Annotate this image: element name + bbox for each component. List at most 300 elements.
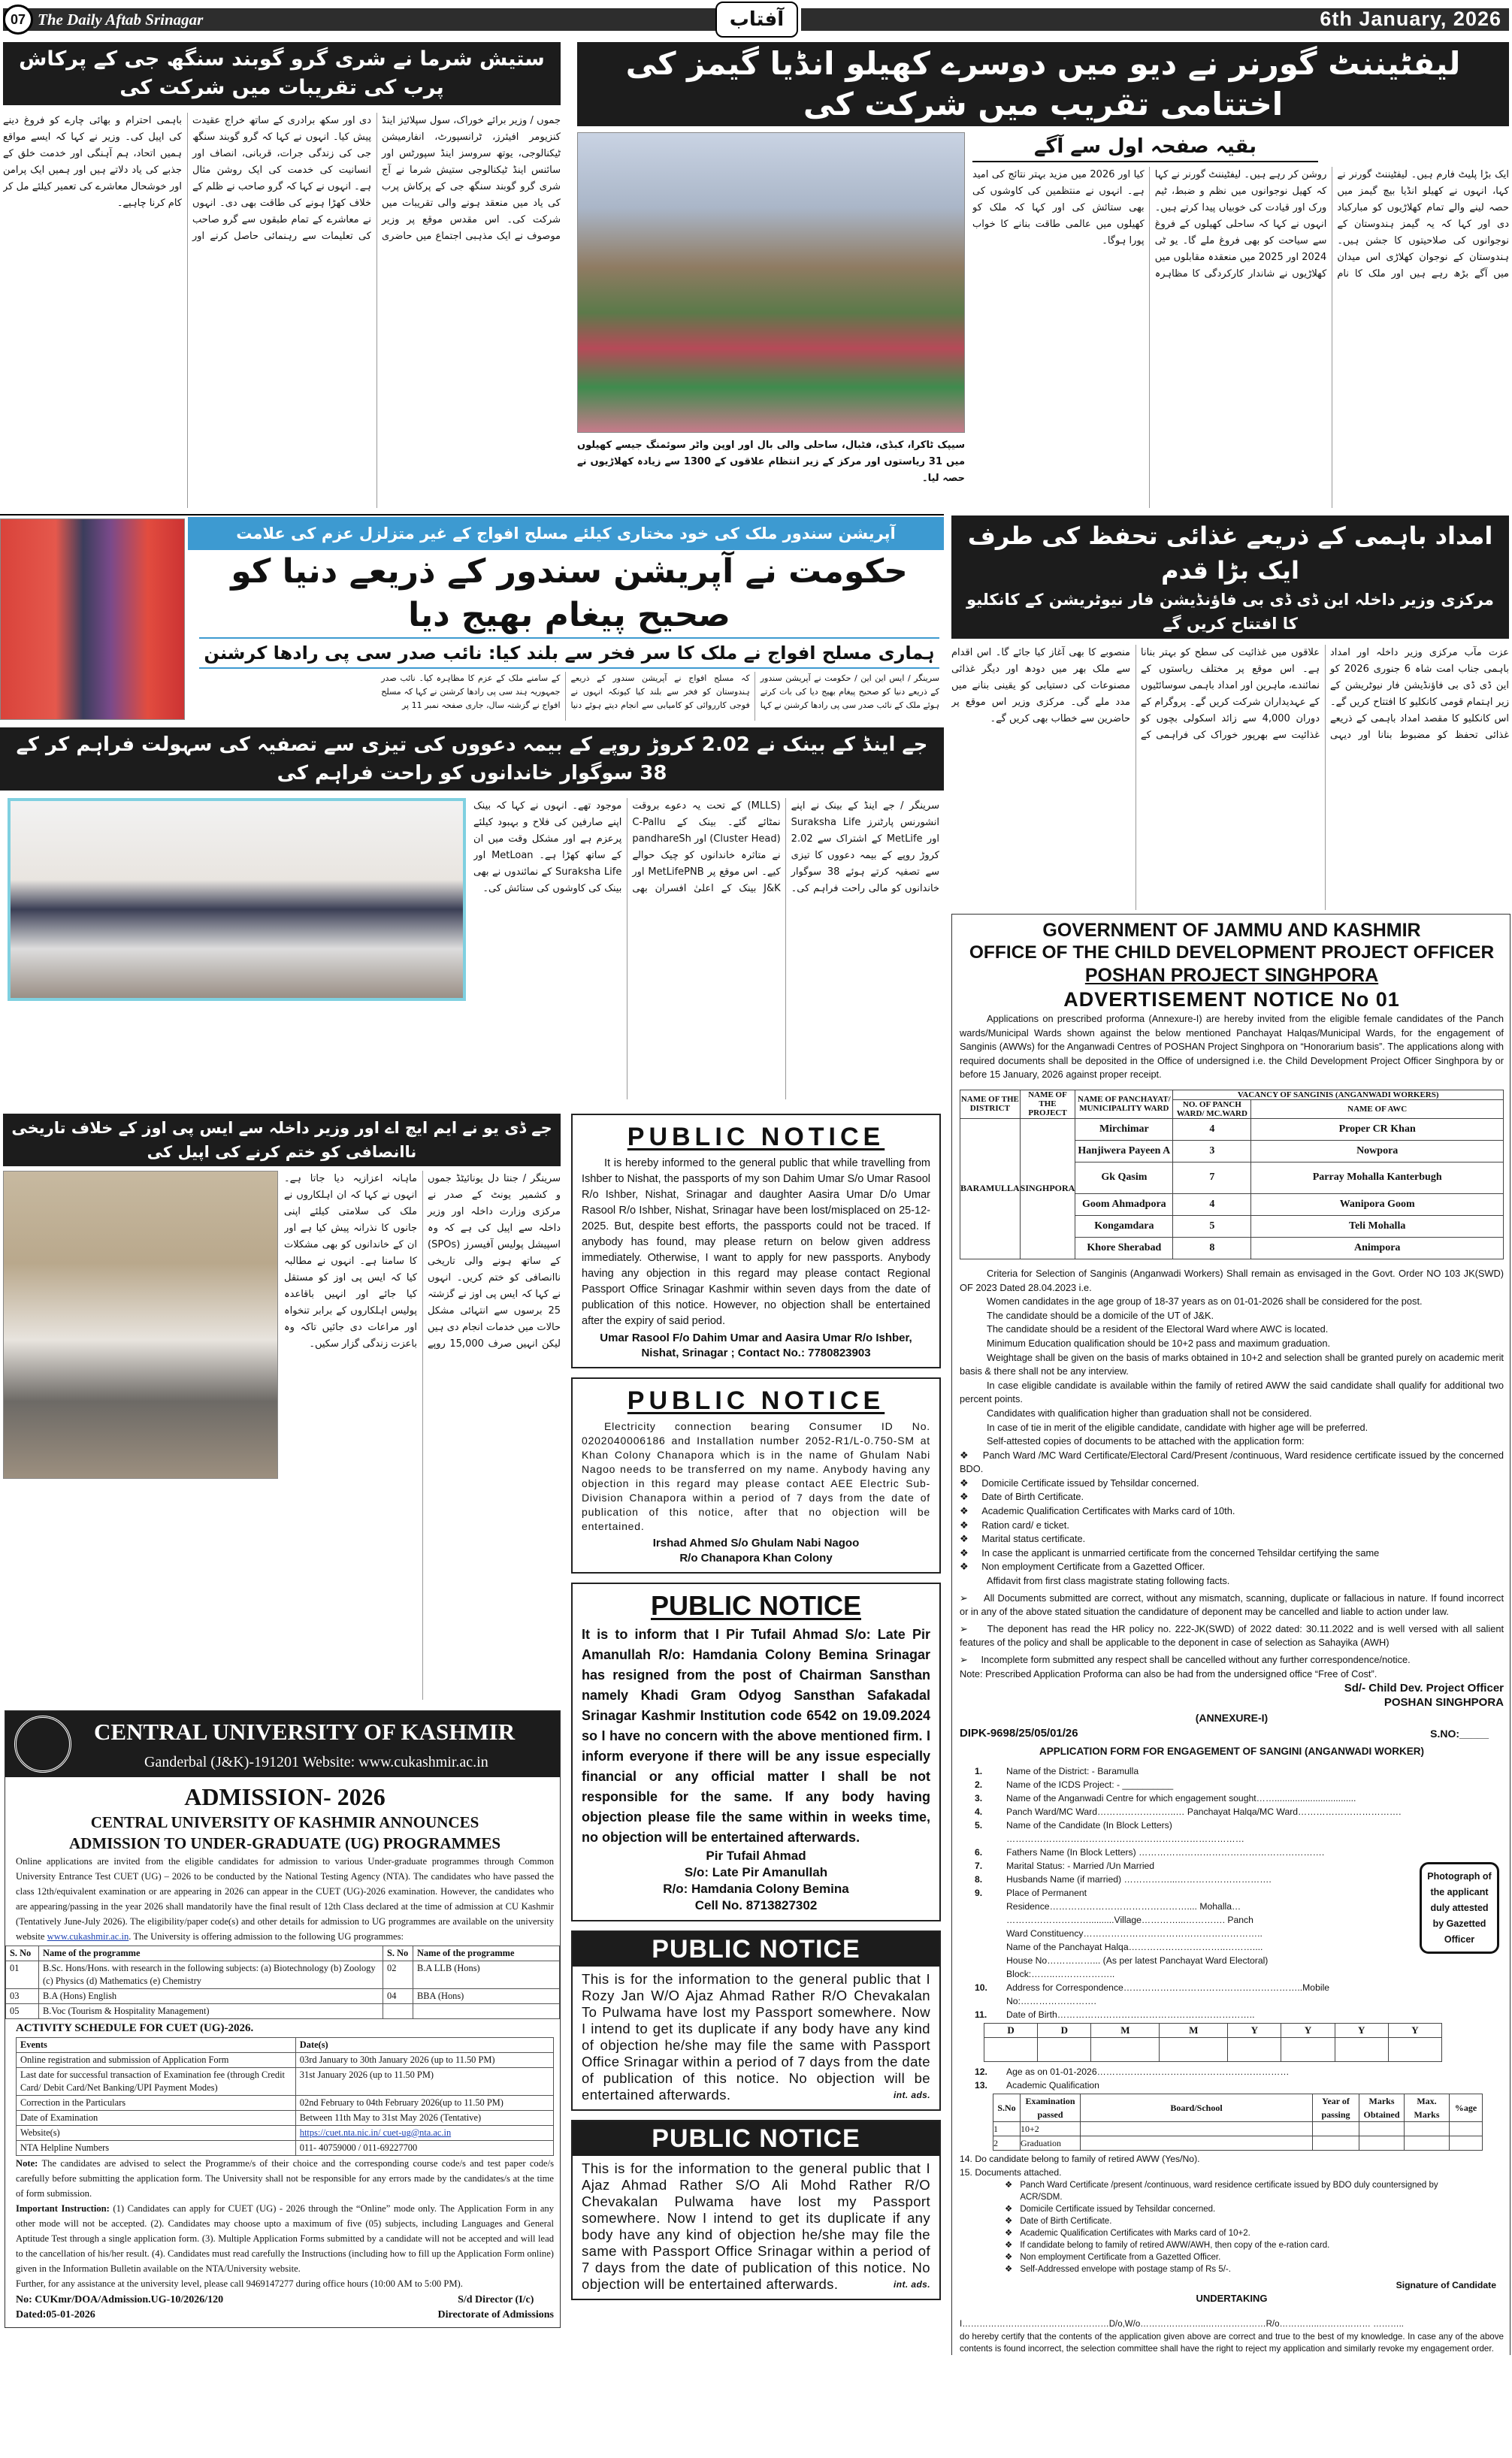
- document-item: [960, 1519, 1504, 1533]
- cell: 10+2: [1021, 2122, 1081, 2136]
- cell-input[interactable]: [1081, 2122, 1313, 2136]
- dated: Dated:05-01-2026: [16, 2309, 95, 2320]
- attached-text: Domicile Certificate issued by Tehsildar concerned.: [1020, 2205, 1216, 2215]
- vice-president-photo: [0, 519, 185, 720]
- cell: Between 11th May to 31st May 2026 (Tentative): [295, 2111, 553, 2126]
- reference-number: No: CUKmr/DOA/Admission.UG-10/2026/120: [16, 2294, 224, 2305]
- form-item: [975, 1764, 1406, 1778]
- item-text: Address for Correspondence…………………………………………………..Mobile No:…………………….: [1006, 1982, 1330, 2007]
- application-form: [960, 1764, 1504, 2355]
- form-item: [975, 2079, 1504, 2092]
- form-item: [975, 1805, 1406, 1819]
- cell: [383, 2004, 413, 2019]
- cell-input[interactable]: [1450, 2122, 1483, 2136]
- page-number: 07: [3, 5, 33, 35]
- cell: 7: [1173, 1162, 1251, 1193]
- item-number: 5.: [975, 1820, 983, 1831]
- table-row: [993, 2136, 1483, 2151]
- notice-title: PUBLIC NOTICE: [573, 2121, 939, 2156]
- cell: 03: [6, 1989, 39, 2004]
- document-text: Non employment Certificate from a Gazetted Officer.: [981, 1561, 1205, 1573]
- qualification-table: [993, 2094, 1483, 2151]
- item-text: Name of the Anganwadi Centre for which engagement sought……................................: [1006, 1793, 1356, 1804]
- diamond-bullet-icon: ❖: [1005, 2205, 1013, 2215]
- dob-input[interactable]: [984, 2038, 1038, 2062]
- cell-input[interactable]: [1450, 2136, 1483, 2151]
- col-header: NAME OF PANCHAYAT/ MUNICIPALITY WARD: [1075, 1090, 1173, 1118]
- cuk-admission-ad: [5, 1710, 561, 2328]
- col-header: Date(s): [295, 2038, 553, 2053]
- cell: Date of Examination: [17, 2111, 296, 2126]
- criteria-item: Self-attested copies of documents to be attached with the application form:: [987, 1435, 1305, 1447]
- dob-input[interactable]: [1335, 2038, 1388, 2062]
- diamond-bullet-icon: ❖: [960, 1491, 982, 1503]
- cell-input[interactable]: [1405, 2136, 1450, 2151]
- diamond-bullet-icon: ❖: [1005, 2253, 1013, 2263]
- item-number: 3.: [975, 1793, 983, 1804]
- notice-title: PUBLIC NOTICE: [627, 1123, 885, 1151]
- diamond-bullet-icon: ❖: [960, 1519, 982, 1531]
- facts-list: [960, 1592, 1504, 1682]
- article-content: [3, 1166, 561, 1700]
- document-item: [960, 1546, 1504, 1561]
- item-text: Age as on 01-01-2026………………………………………………………: [1006, 2066, 1290, 2078]
- subheadline: ہماری مسلح افواج نے ملک کا سر فخر سے بلند کیا: نائب صدر سی پی رادھا کرشنن: [199, 639, 939, 669]
- criteria-item: Weightage shall be given on the basis of marks obtained in 10+2 and selection shall be granted purely on academic merit basis & there shall not be any interview.: [960, 1351, 1504, 1377]
- project-cell: SINGHPORA: [1020, 1118, 1075, 1259]
- photo-placeholder: Photograph of the applicant duly attested by Gazetted Officer: [1420, 1862, 1499, 1954]
- attached-text: Date of Birth Certificate.: [1020, 2217, 1112, 2227]
- cell: 02nd February to 04th February 2026(up to 11.50 PM): [295, 2096, 553, 2111]
- ad-credit: int. ads.: [894, 2090, 930, 2100]
- issue-date: 6th January, 2026: [1320, 8, 1501, 30]
- table-row: [17, 2053, 554, 2068]
- notice-body: Electricity connection bearing Consumer ID No. 0202040006186 and Installation number 2052-R1/L-0.750-SM at Khan Colony Chanapora which is in the name of Ghulam Nabi Nagoo needs to be transferred on my name. Anybody having any objection in this regard may please contact AEE Electric Sub-Division Chanapora within a period of 7 days from the date of publication of this notice, after that no objection will be entertained.: [582, 1420, 930, 1532]
- cell: Animpora: [1251, 1237, 1504, 1259]
- notice-signature: Cell No. 8713827302: [694, 1898, 818, 1912]
- public-notice-rozy-jan: [571, 1930, 941, 2111]
- col-header: Marks Obtained: [1359, 2094, 1405, 2122]
- cell: Goom Ahmadpora: [1075, 1193, 1173, 1215]
- undertaking-line: I……………………………………………D/o,W/o…………………..…………………R/o…………..……………… ………..: [960, 2320, 1404, 2330]
- dob-cell: M: [1160, 2024, 1228, 2038]
- undertaking-text: do hereby certify that the contents of the application given above are correct and true to the best of my knowledge. In case any of the above contents is found incorrect, the selection committee shall have the right to reject my application and similarly revoke my engagement order.: [960, 2332, 1504, 2354]
- cell: 04: [383, 1989, 413, 2004]
- notice-signature: S/o: Late Pir Amanullah: [684, 1865, 828, 1879]
- form-item: [975, 1886, 1406, 1981]
- criteria-item: Criteria for Selection of Sanginis (Anganwadi Workers) Shall remain as envisaged in the Govt. Order NO 103 JK(SWD) OF 2023 Dated 28.04.2023 i.e.: [960, 1267, 1504, 1293]
- university-website-link[interactable]: www.cukashmir.ac.in: [47, 1931, 129, 1942]
- form-item: [975, 1846, 1406, 1859]
- col-header: Name of the programme: [413, 1946, 560, 1961]
- dob-header-row: [984, 2024, 1442, 2038]
- signatory-office: POSHAN SINGHPORA: [1383, 1696, 1504, 1710]
- cell: Gk Qasim: [1075, 1162, 1173, 1193]
- diamond-bullet-icon: ❖: [1005, 2229, 1013, 2239]
- table-row: [6, 1989, 560, 2004]
- article-text-area: [972, 132, 1509, 508]
- attached-item: [1005, 2263, 1451, 2275]
- col-header: NAME OF THE PROJECT: [1020, 1090, 1075, 1118]
- notice-body: [582, 2160, 930, 2293]
- fact-item: [960, 1653, 1504, 1667]
- item-number: 8.: [975, 1874, 983, 1885]
- notice-signature: Irshad Ahmed S/o Ghulam Nabi Nagoo: [652, 1537, 860, 1549]
- documents-list: [960, 1449, 1504, 1589]
- dob-input-row: [984, 2038, 1442, 2062]
- article-lg-khelo-india: [577, 42, 1509, 508]
- article-body: سرینگر / جنتا دل یونائیٹڈ جموں و کشمیر یونٹ کے صدر نے مرکزی وزارت داخلہ اور وزیر داخلہ سے اپیل کی ہے کہ وہ اسپیشل پولیس آفیسرز (SPOs) کے ساتھ ہونے والی تاریخی ناانصافی کو ختم کریں۔ انہوں نے کہا کہ ایس پی اوز نے گزشتہ 25 برسوں سے انتہائی مشکل حالات میں خدمات انجام دی ہیں لیکن انہیں صرف 15,000 روپے ماہانہ اعزازیہ دیا جاتا ہے۔ انہوں نے کہا کہ ان اہلکاروں نے ملک کی سلامتی کیلئے اپنی جانوں کا نذرانہ پیش کیا ہے اور ان کے خاندانوں کو بھی مشکلات کا سامنا ہے۔ انہوں نے مطالبہ کیا کہ ایس پی اوز کو مستقل کیا جائے اور انہیں باقاعدہ پولیس اہلکاروں کے برابر تنخواہ اور مراعات دی جائیں تاکہ وہ باعزت زندگی گزار سکیں۔: [284, 1173, 561, 1350]
- subheadline: مرکزی وزیر داخلہ این ڈی ڈی بی فاؤنڈیشن فار نیوٹریشن کے کانکلیو کا افتتاح کریں گے: [966, 591, 1494, 633]
- col-header: S. No: [6, 1946, 39, 1961]
- article-body: جموں / وزیر برائے خوراک، سول سپلائیز اینڈ کنزیومر افیئرز، ٹرانسپورٹ، انفارمیشن ٹیکنالوجی، یوتھ سروسز اینڈ سپورٹس اور سائنس اینڈ ٹیکنالوجی ستیش شرما نے آج شری گرو گوبند سنگھ جی کے پرکاش پرب کی یاد میں منعقد ہونے والی تقریبات میں شرکت کی۔ اس مقدس موقع پر وزیر موصوف نے ایک مذہبی اجتماع میں حاضری دی اور سکھ برادری کے ساتھ خراج عقیدت پیش کیا۔ انہوں نے کہا کہ گرو گوبند سنگھ جی کی زندگی جرات، قربانی، انصاف اور انسانیت کی خدمت کی ایک روشن مثال ہے۔ انہوں نے کہا کہ گرو صاحب نے ظلم کے خلاف کھڑا ہونے کی طاقت بھی دی۔ انہوں نے معاشرے کے تمام طبقوں سے گرو صاحب کی تعلیمات سے رہنمائی حاصل کرنے اور باہمی احترام و بھائی چارے کو فروغ دینے کی اپیل کی۔ وزیر نے کہا کہ ایسے مواقع ہمیں اتحاد، ہم آہنگی اور خدمت خلق کے جذبے کی یاد دلاتے ہیں اور ہمیں ایک پرامن اور خوشحال معاشرے کی تعمیر کیلئے مل کر کام کرنا چاہیے۔: [3, 115, 561, 242]
- affidavit-line: Affidavit from first class magistrate stating following facts.: [987, 1575, 1230, 1587]
- cell-input[interactable]: [1359, 2122, 1405, 2136]
- fact-text: All Documents submitted are correct, without any mismatch, scanning, duplicate or fallacious in nature. If found incorrect or in any of the above stated situation the candidature of deponent may be cancelled and liable to action under law.: [960, 1592, 1504, 1618]
- dob-cell: M: [1091, 2024, 1160, 2038]
- criteria-item: The candidate should be a domicile of the UT of J&K.: [987, 1309, 1214, 1321]
- instructions: [16, 2201, 554, 2276]
- cell: 2: [993, 2136, 1021, 2151]
- assistance: Further, for any assistance at the university level, please call 9469147277 during office hours (10:00 AM to 5:00 PM).: [16, 2278, 463, 2289]
- notice-title: PUBLIC NOTICE: [627, 1386, 885, 1415]
- item-text: Place of Permanent Residence……………………………………….... Mohalla… ………………………..........Village…………...…………. Panch Ward Constituency………………………………………………….. Name of the Panchayat Halqa…………………………..……….... House No……………... (As per latest Panchayat Ward Electoral) Block:……..………………..: [1006, 1888, 1269, 1980]
- dob-cell: Y: [1281, 2024, 1335, 2038]
- notice-signature: R/o: Hamdania Colony Bemina: [663, 1882, 849, 1896]
- office-heading: OFFICE OF THE CHILD DEVELOPMENT PROJECT OFFICER: [969, 942, 1495, 963]
- form-item: [975, 1819, 1406, 1846]
- notice-text: This is for the information to the general public that I Rozy Jan W/O Ajaz Ahmad Rather R/O Chevakalan To Pulwama have lost my Passport somewhere. Now I intend to get its duplicate if any body have any kind of objection he/she may file the same with Passport Office Srinagar within a period of 7 days from the date of publication of this notice. No objection will be entertained afterwards.: [582, 1971, 930, 2103]
- jdu-meeting-photo: [3, 1171, 278, 1479]
- dob-input[interactable]: [1281, 2038, 1335, 2062]
- form-item: [975, 1791, 1406, 1805]
- dob-grid: [984, 2023, 1442, 2062]
- public-notice-electricity: [571, 1377, 941, 1574]
- cell-input[interactable]: [1081, 2136, 1313, 2151]
- dob-input[interactable]: [1038, 2038, 1091, 2062]
- headline: امداد باہمی کے ذریعے غذائی تحفظ کی طرف ایک بڑا قدم: [967, 522, 1493, 585]
- cuk-header: [5, 1711, 560, 1777]
- article-body: ایک بڑا پلیٹ فارم ہیں۔ لیفٹیننٹ گورنر نے کہا، انہوں نے کھیلو انڈیا بیچ گیمز میں حصہ لینے والے تمام کھلاڑیوں کو مبارکباد دی اور کہا کہ یہ گیمز ہندوستان کے نوجوانوں کی صلاحیتوں کا جشن ہیں۔ ہندوستان کے نوجوان کھلاڑی اس میدان میں آگے بڑھ رہے ہیں اور ملک کا نام روشن کر رہے ہیں۔ لیفٹیننٹ گورنر نے کہا کہ کھیل نوجوانوں میں نظم و ضبط، ٹیم ورک اور قیادت کی خوبیاں پیدا کرتے ہیں۔ انہوں نے کہا کہ ساحلی کھیلوں کے فروغ سے سیاحت کو بھی فروغ ملے گا۔ یو ٹی 2024 اور 2025 میں منعقدہ مقابلوں میں کھلاڑیوں نے شاندار کارکردگی کا مظاہرہ کیا اور 2026 میں مزید بہتر نتائج کی امید ہے۔ انہوں نے منتظمین کی کاوشوں کی بھی ستائش کی اور کہا کہ ملک کو کھیلوں میں عالمی طاقت بنانے کا خواب پورا ہوگا۔: [972, 169, 1509, 280]
- cell: 3: [1173, 1140, 1251, 1162]
- table-row: [17, 2096, 554, 2111]
- table-header-row: [17, 2038, 554, 2053]
- note-text: The candidates are advised to select the Programme/s of their choice and the corresponding course code/s and test paper code/s carefully before submitting the application form. The University shall not be responsible for any errors made by the candidates/s at the time of form submission.: [16, 2158, 554, 2199]
- diamond-bullet-icon: ❖: [960, 1505, 982, 1517]
- headline: حکومت نے آپریشن سندور کے ذریعے دنیا کو صحیح پیغام بھیج دیا: [199, 550, 939, 639]
- document-item: [960, 1490, 1504, 1504]
- article-body: سرینگر / جے اینڈ کے بینک نے اپنے انشورنس پارٹنرز Suraksha Life اور MetLife کے اشتراک سے 2.02 کروڑ روپے کے بیمہ دعووں کا تیزی سے تصفیہ کرتے ہوئے 38 سوگوار خاندانوں کو مالی راحت فراہم کی۔ (MLLS) کے تحت یہ دعوے بروقت نمٹائے گئے۔ بینک کے C-Pallu (Cluster Head) اور pandhareSh نے متاثرہ خاندانوں کو چیک حوالے کیے۔ اس موقع پر MetLifePNB اور J&K بینک کے اعلیٰ افسران بھی موجود تھے۔ انہوں نے کہا کہ بینک اپنے صارفین کی فلاح و بہبود کیلئے پرعزم ہے اور مشکل وقت میں ان کے ساتھ کھڑا ہے۔ MetLoan اور Suraksha Life کے نمائندوں نے بھی بینک کی کاوشوں کی ستائش کی۔: [473, 800, 939, 894]
- schedule-title: ACTIVITY SCHEDULE FOR CUET (UG)-2026.: [16, 2022, 254, 2034]
- col-header: Name of the programme: [39, 1946, 383, 1961]
- table-header-row: [960, 1090, 1504, 1099]
- dob-input[interactable]: [1388, 2038, 1441, 2062]
- document-text: Panch Ward /MC Ward Certificate/Electoral Card/Present /continuous, Ward residence certificate issued by the concerned BDO.: [960, 1449, 1504, 1475]
- criteria-item: Minimum Education qualification should be 10+2 pass and maximum graduation.: [987, 1337, 1331, 1349]
- cell: Parray Mohalla Kanterbugh: [1251, 1162, 1504, 1193]
- item-number: 1.: [975, 1766, 983, 1777]
- ad-subtitle: CENTRAL UNIVERSITY OF KASHMIR ANNOUNCES ADMISSION TO UNDER-GRADUATE (UG) PROGRAMMES: [68, 1813, 501, 1852]
- paper-logo: آفتاب: [715, 2, 798, 38]
- article-body: عزت مآب مرکزی وزیر داخلہ اور امداد باہمی جناب امت شاہ 6 جنوری 2026 کو این ڈی ڈی بی فاؤنڈیشن فار نیوٹریشن کے زیر اہتمام قومی کانکلیو کا افتتاح کریں گے۔ اس کانکلیو کا مقصد امداد باہمی کے ذریعے غذائی تحفظ کو مضبوط بنانا اور دیہی علاقوں میں غذائیت کی سطح کو بہتر بنانا ہے۔ اس موقع پر مختلف ریاستوں کے نمائندے، ماہرین اور امداد باہمی سوسائٹیوں کے عہدیداران شرکت کریں گے۔ پروگرام کے دوران 4,000 سے زائد اسکولی بچوں کو غذائیت سے بھرپور خوراک کی فراہمی کے منصوبے کا بھی آغاز کیا جائے گا۔ اس اقدام سے ملک بھر میں دودھ اور دیگر غذائی مصنوعات کی دستیابی کو یقینی بنانے میں مدد ملے گی۔ مرکزی وزیر اس موقع پر حاضرین سے خطاب بھی کریں گے۔: [951, 647, 1509, 741]
- notice-signature: Pir Tufail Ahmad: [706, 1849, 806, 1863]
- diamond-bullet-icon: ❖: [1005, 2241, 1013, 2251]
- headline: لیفٹیننٹ گورنر نے دیو میں دوسرے کھیلو انڈیا گیمز کی اختتامی تقریب میں شرکت کی: [577, 42, 1509, 126]
- cell-input[interactable]: [1313, 2136, 1359, 2151]
- item-text: Date of Birth………………………………………………………..: [1006, 2009, 1255, 2021]
- document-text: Ration card/ e ticket.: [981, 1519, 1069, 1531]
- jk-bank-cheque-photo: [8, 798, 466, 1001]
- table-row: [6, 2004, 560, 2019]
- attached-text: If candidate belong to family of retired AWW/AWH, then copy of the e-ration card.: [1020, 2241, 1330, 2251]
- kicker-banner: آپریشن سندور ملک کی خود مختاری کیلئے مسلح افواج کے غیر متزلزل عزم کی علامت: [188, 517, 944, 550]
- cell: Online registration and submission of Application Form: [17, 2053, 296, 2068]
- attached-item: [1005, 2251, 1451, 2263]
- dob-input[interactable]: [1228, 2038, 1281, 2062]
- notice-text: This is for the information to the general public that I Ajaz Ahmad Rather S/O Ali Mohd Rather R/O Chevakalan Pulwama have lost my Passport somewhere. Now I intend to get its duplicate if any body have any kind of objection he/she may file the same with Passport Office Srinagar within a period of 7 days from the date of publication of this notice. No objection will be entertained afterwards.: [582, 2160, 930, 2292]
- masthead: [0, 5, 1512, 35]
- cell: 1: [993, 2122, 1021, 2136]
- cell-input[interactable]: [1313, 2122, 1359, 2136]
- document-text: Date of Birth Certificate.: [981, 1491, 1084, 1503]
- cell: B.Voc (Tourism & Hospitality Management): [39, 2004, 383, 2019]
- attached-text: Academic Qualification Certificates with Marks card of 10+2.: [1020, 2229, 1250, 2239]
- dob-input[interactable]: [1091, 2038, 1160, 2062]
- article-body: سرینگر / ایس این این / حکومت نے آپریشن سندور کے ذریعے دنیا کو صحیح پیغام بھیج دیا کی بات کرتے ہوئے ملک کے نائب صدر سی پی رادھا کرشنن نے کہا کہ مسلح افواج نے آپریشن سندور کے ذریعے ہندوستان کو فخر سے بلند کیا کیونکہ انہوں نے فوجی کارروائی کو کامیابی سے انجام دیتے ہوئے دنیا کے سامنے ملک کے عزم کا مظاہرہ کیا۔ نائب صدر جمہوریہ ہند سی پی رادھا کرشنن نے کہا کہ مسلح افواج نے گزشتہ سال، جاری صفحہ نمبر 11 پر: [381, 673, 939, 710]
- article-text-area: [188, 517, 944, 721]
- form-title: APPLICATION FORM FOR ENGAGEMENT OF SANGINI (ANGANWADI WORKER): [1039, 1746, 1424, 1758]
- dob-cell: Y: [1335, 2024, 1388, 2038]
- diamond-bullet-icon: ❖: [1005, 2181, 1013, 2190]
- col-header: %age: [1450, 2094, 1483, 2122]
- cell: 5: [1173, 1215, 1251, 1237]
- attached-text: Non employment Certificate from a Gazetted Officer.: [1020, 2253, 1221, 2263]
- cell: Mirchimar: [1075, 1118, 1173, 1140]
- table-row: [6, 1961, 560, 1989]
- col-header: NAME OF THE DISTRICT: [960, 1090, 1021, 1118]
- document-item: [960, 1532, 1504, 1546]
- article-operation-sindoor: [0, 514, 944, 721]
- diamond-bullet-icon: ❖: [960, 1561, 982, 1573]
- col-header: NAME OF AWC: [1251, 1099, 1504, 1118]
- fact-item: [960, 1622, 1504, 1650]
- form-item: [975, 2008, 1406, 2021]
- public-notice-resignation: [571, 1583, 941, 1921]
- public-notices-column: [571, 1114, 941, 2300]
- document-item: [960, 1504, 1504, 1519]
- note: Note: Prescribed Application Proforma can also be had from the undersigned office “Free of Cost”.: [960, 1667, 1377, 1679]
- dob-cell: D: [984, 2024, 1038, 2038]
- table-header-row: [6, 1946, 560, 1961]
- project-heading: POSHAN PROJECT SINGHPORA: [1084, 965, 1379, 986]
- notice-number: ADVERTISEMENT NOTICE No 01: [1063, 988, 1400, 1011]
- cell: B.A LLB (Hons): [413, 1961, 560, 1989]
- programmes-table: [5, 1946, 560, 2019]
- item-text: Fathers Name (In Block Letters) …………………………………………………….: [1006, 1847, 1325, 1858]
- diamond-bullet-icon: ❖: [960, 1477, 982, 1489]
- col-header: Max. Marks: [1405, 2094, 1450, 2122]
- col-header: Events: [17, 2038, 296, 2053]
- table-row: [17, 2068, 554, 2096]
- signatory-office: Directorate of Admissions: [437, 2309, 554, 2320]
- paper-name: The Daily Aftab Srinagar: [38, 11, 204, 29]
- document-text: Marital status certificate.: [981, 1533, 1086, 1545]
- university-seal-icon: [14, 1716, 71, 1773]
- item-number: 11.: [975, 2009, 987, 2021]
- dob-cell: Y: [1388, 2024, 1441, 2038]
- table-header-row: [993, 2094, 1483, 2122]
- item-number: 10.: [975, 1982, 987, 1994]
- continued-label: بقیہ صفحہ اول سے آگے: [972, 132, 1318, 162]
- note-label: Note:: [16, 2158, 38, 2169]
- cell: Khore Sherabad: [1075, 1237, 1173, 1259]
- schedule-table: [16, 2037, 554, 2156]
- attached-text: Self-Addressed envelope with postage stamp of Rs 5/-.: [1020, 2265, 1231, 2275]
- cell-input[interactable]: [1359, 2136, 1405, 2151]
- diamond-bullet-icon: ❖: [1005, 2217, 1013, 2227]
- document-text: Domicile Certificate issued by Tehsildar concerned.: [981, 1477, 1199, 1489]
- item-text: Panch Ward/MC Ward……………………..… Panchayat Halqa/MC Ward…………………………….: [1006, 1806, 1402, 1818]
- article-jdu-spo: [3, 1114, 561, 1700]
- col-header: Board/School: [1081, 2094, 1313, 2122]
- intro-text-end: . The University is offering admission to the following UG programmes:: [129, 1931, 404, 1942]
- govt-heading: GOVERNMENT OF JAMMU AND KASHMIR: [1042, 920, 1421, 941]
- criteria-item: In case of tie in merit of the eligible candidate, candidate with higher age will be preferred.: [987, 1421, 1368, 1433]
- headline: ستیش شرما نے شری گرو گوبند سنگھ جی کے پرکاش پرب کی تقریبات میں شرکت کی: [3, 42, 561, 105]
- cell: BBA (Hons): [413, 1989, 560, 2004]
- khelo-india-photo: [577, 132, 965, 433]
- diamond-bullet-icon: ❖: [960, 1546, 982, 1559]
- dob-input[interactable]: [1160, 2038, 1228, 2062]
- attached-item: [1005, 2239, 1451, 2251]
- notice-body: It is to inform that I Pir Tufail Ahmad S/o: Late Pir Amanullah R/o: Hamdania Colony Bemina Srinagar has resigned from the post of Chairman Sansthan namely Khadi Gram Odyog Sansthan Safakadal Srinagar Kashmir Institution code 6542 on 19.09.2024 so I have no concern with the above mentioned firm. I inform everyone if there will be any issue especially financial or any official matter I shall be not responsible for the same. If any body having objection please file the same within in weeks time, no objection will be entertained afterwards.: [582, 1627, 930, 1845]
- photo-caption: سیپک ٹاکرا، کبڈی، فٹبال، ساحلی والی بال اور اوپن واٹر سوئمنگ جیسے کھیلوں میں 31 ریاستوں اور مرکز کے زیر انتظام علاقوں کے 1300 سے زیادہ کھلاڑیوں نے حصہ لیا۔: [577, 440, 965, 484]
- attached-item: [1005, 2203, 1451, 2215]
- item-number: 4.: [975, 1806, 983, 1818]
- arrow-bullet-icon: ➢: [960, 1654, 981, 1665]
- cell: 03rd January to 30th January 2026 (up to 11.50 PM): [295, 2053, 553, 2068]
- attached-documents: [960, 2179, 1504, 2275]
- article-content: [577, 126, 1509, 508]
- notice-signature: Nishat, Srinagar ; Contact No.: 7780823903: [641, 1347, 871, 1359]
- intro: Applications on prescribed proforma (Annexure-I) are hereby invited from the eligible female candidates of the Panch wards/Municipal Wards shown against the below mentioned Panchayat Halqas/Municipal Wards, for the engagement of Sanginis (AWWs) for the Anganwadi Centres of POSHAN Project Singhpora on “Honorarium basis”. The applications along with required documents shall be deposited in the Office of undersigned i.e. the Child Development Project Officer Singhpora by or before 15 January, 2026 against proper receipt.: [960, 1013, 1504, 1081]
- item-text: Marital Status: - Married /Un Married: [1006, 1861, 1155, 1872]
- cell: Correction in the Particulars: [17, 2096, 296, 2111]
- col-header: Year of passing: [1313, 2094, 1359, 2122]
- arrow-bullet-icon: ➢: [960, 1592, 984, 1604]
- document-item: [960, 1449, 1504, 1477]
- form-item: [975, 1859, 1406, 1873]
- signatory: S/d Director (I/c): [458, 2294, 534, 2305]
- cell: 02: [383, 1961, 413, 1989]
- cell: 31st January 2026 (up to 11.50 PM): [295, 2068, 553, 2096]
- headline: جے ڈی یو نے ایم ایچ اے اور وزیر داخلہ سے ایس پی اوز کے خلاف تاریخی ناانصافی کو ختم کرنے کی اپیل کی: [3, 1114, 561, 1166]
- item-number: 12.: [975, 2066, 987, 2078]
- cell: 011- 40759000 / 011-69227700: [295, 2141, 553, 2156]
- cell: Last date for successful transaction of Examination fee (through Credit Card/ Debit Card/Net Banking/UPI Payment Modes): [17, 2068, 296, 2096]
- item-text: Name of the District: - Baramulla: [1006, 1766, 1139, 1777]
- form-item: [975, 1778, 1406, 1791]
- diamond-bullet-icon: ❖: [960, 1449, 983, 1461]
- attached-item: [1005, 2215, 1451, 2227]
- annexure-label: (ANNEXURE-I): [1195, 1712, 1269, 1725]
- headline-block: [951, 515, 1509, 639]
- item-number: 7.: [975, 1861, 983, 1872]
- item-text: Husbands Name (if married) ……………...………………………….: [1006, 1874, 1272, 1885]
- col-header: S. No: [383, 1946, 413, 1961]
- instructions-label: Important Instruction:: [16, 2203, 110, 2214]
- ad-title: ADMISSION- 2026: [184, 1783, 386, 1810]
- criteria-item: Candidates with qualification higher than graduation shall not be considered.: [987, 1407, 1312, 1419]
- vacancy-table: [960, 1090, 1504, 1259]
- signatory: Sd/- Child Dev. Project Officer: [1344, 1682, 1504, 1695]
- dipk-number: DIPK-9698/25/05/01/26: [960, 1727, 1078, 1740]
- item-number: 2.: [975, 1779, 983, 1791]
- item-14: 14. Do candidate belong to family of retired AWW (Yes/No).: [960, 2154, 1200, 2165]
- col-header: Examination passed: [1021, 2094, 1081, 2122]
- attached-item: [1005, 2179, 1451, 2203]
- district-cell: BARAMULLA: [960, 1118, 1021, 1259]
- fact-text: The deponent has read the HR policy no. 222-JK(SWD) of 2022 dated: 30.11.2022 and is well versed with all salient features of the policy and shall be applicable to the deponent in case of selection as Sahayika (AWH): [960, 1622, 1504, 1649]
- item-text: Academic Qualification: [1006, 2080, 1099, 2091]
- intro-text: Online applications are invited from the eligible candidates for admission to various Under-graduate programmes through Common University Entrance Test CUET (UG) – 2026 to be conducted by the National Testing Agency (NTA). The candidates who have passed the class 12th/equivalent examination or are appearing in 2026 can appear in the CUET (UG)-2026 examination. However, the candidates who are appearing/passing in the year 2026 shall mandatorily have the final result of 12th Class declared at the time of admission at CU Kashmir (Tentatively June-July 2026). The eligibility/paper code(s) and other details for admission to UG programmes are available on the university website: [16, 1856, 554, 1942]
- item-number: 6.: [975, 1847, 983, 1858]
- cell: 01: [6, 1961, 39, 1989]
- candidate-signature-label: Signature of Candidate: [1396, 2280, 1496, 2291]
- cell: Wanipora Goom: [1251, 1193, 1504, 1215]
- ad-intro: [16, 1854, 554, 1944]
- notice-title: PUBLIC NOTICE: [650, 1590, 861, 1621]
- article-food-security: [951, 515, 1509, 910]
- public-notice-ajaz-ahmad: [571, 2120, 941, 2300]
- dob-cell: Y: [1228, 2024, 1281, 2038]
- headline: جے اینڈ کے بینک نے 2.02 کروڑ روپے کے بیمہ دعووں کی تیزی سے تصفیہ کی سہولت فراہم کر کے 38 سوگوار خاندانوں کو راحت فراہم کی: [0, 727, 944, 791]
- notice-signature: Umar Rasool F/o Dahim Umar and Aasira Umar R/o Ishber,: [600, 1332, 912, 1344]
- item-text: Name of the Candidate (In Block Letters) ……………………………………………………………………: [1006, 1820, 1244, 1845]
- cell-input[interactable]: [1405, 2122, 1450, 2136]
- notice-body: It is hereby informed to the general public that while travelling from Ishber to Nishat, the passports of my son Dahim Umar S/o Umar Rasool R/o Ishber, Nishat, Srinagar and daughter Aasira Umar D/o Umar Rasool R/o Ishber, Nishat, Srinagar have been lost/misplaced on 25-12-2025. But, despite best efforts, the passports could not be traced. If anybody has found, may please return on below given address immediately. Otherwise, I want to apply for new passports. Anybody having any objection in this regard may please contact Regional Passport Office Srinagar Kashmir within seven days from the date of publication of this notice. However, no objection shall be entertained after the expiry of said period.: [582, 1157, 930, 1327]
- instructions-text: (1) Candidates can apply for CUET (UG) - 2026 through the “Online” mode only. The Application Form in any other mode will not be accepted. (2). Candidates may choose upto a maximum of five (05) subjects, including Languages and General Aptitude Test through a single application form. (3). Multiple Application Forms submitted by a candidate will not be accepted and will lead to the cancellation of his/her result. (4). Candidates must read carefully the Instructions (including how to fill up the Application Form online) given in the Information Bulletin available on the NTA/University website.: [16, 2203, 554, 2274]
- university-name: CENTRAL UNIVERSITY OF KASHMIR: [94, 1719, 516, 1745]
- document-item: [960, 1560, 1504, 1574]
- document-text: In case the applicant is unmarried certificate from the concerned Tehsildar certifying the same: [981, 1546, 1380, 1559]
- form-item: [975, 1873, 1406, 1886]
- diamond-bullet-icon: ❖: [960, 1533, 982, 1545]
- fact-text: Incomplete form submitted any respect shall be cancelled without any further correspondence/notice.: [981, 1654, 1411, 1665]
- article-satish-sharma: [3, 42, 561, 508]
- cell: Kongamdara: [1075, 1215, 1173, 1237]
- criteria-item: In case eligible candidate is available within the family of retired AWW the said candidate shall qualify for additional two percent points.: [960, 1379, 1504, 1405]
- ad-credit: int. ads.: [894, 2279, 930, 2290]
- cell: Proper CR Khan: [1251, 1118, 1504, 1140]
- notice-body: [582, 1971, 930, 2103]
- nta-website-link[interactable]: https://cuet.nta.nic.in/ cuet-ug@nta.ac.in: [295, 2126, 553, 2141]
- cell: 4: [1173, 1193, 1251, 1215]
- form-item: [975, 1981, 1406, 2008]
- attached-text: Panch Ward Certificate /present /continuous, ward residence certificate issued by BDO duly countersigned by ACR/SDM.: [1020, 2181, 1438, 2203]
- cell: NTA Helpline Numbers: [17, 2141, 296, 2156]
- cell: Graduation: [1021, 2136, 1081, 2151]
- item-text: Name of the ICDS Project: - __________: [1006, 1779, 1174, 1791]
- attached-item: [1005, 2227, 1451, 2239]
- col-header: NO. OF PANCH WARD/ MC.WARD: [1173, 1099, 1251, 1118]
- govt-advertisement-notice: [951, 914, 1510, 2355]
- cell: Teli Mohalla: [1251, 1215, 1504, 1237]
- diamond-bullet-icon: ❖: [1005, 2265, 1013, 2275]
- col-header: VACANCY OF SANGINIS (ANGANWADI WORKERS): [1173, 1090, 1504, 1099]
- criteria-item: The candidate should be a resident of the Electoral Ward where AWC is located.: [987, 1323, 1329, 1335]
- dob-cell: D: [1038, 2024, 1091, 2038]
